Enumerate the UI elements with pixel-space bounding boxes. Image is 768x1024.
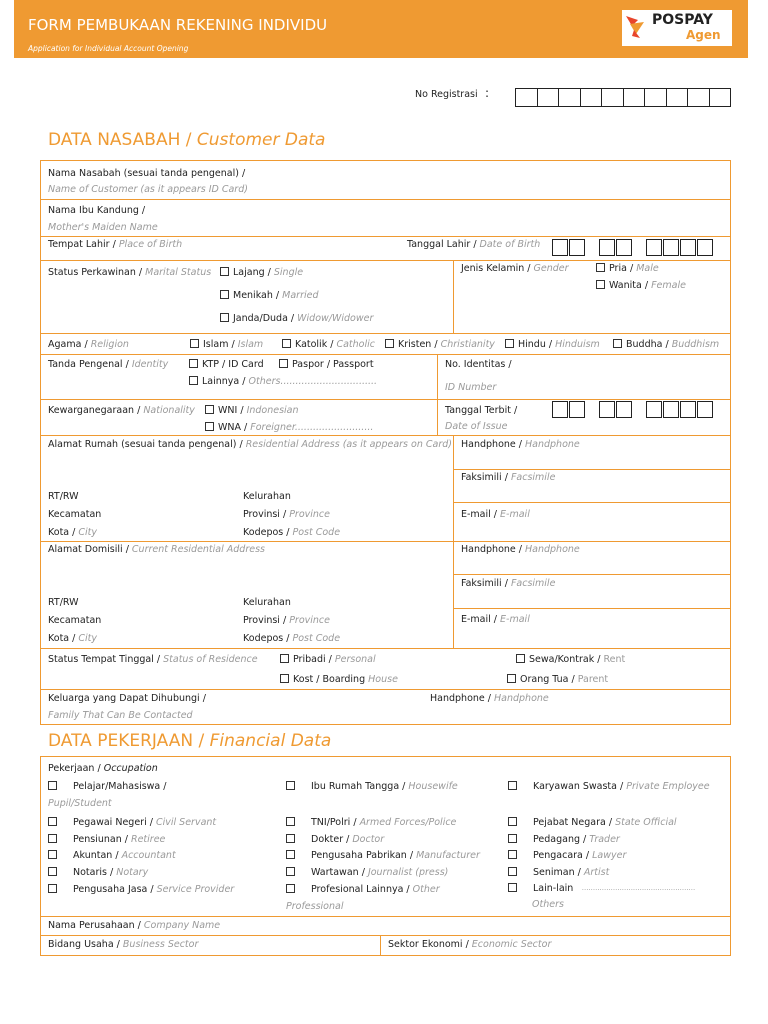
marital-label (48, 267, 211, 278)
checkbox[interactable] (189, 359, 198, 368)
checkbox[interactable] (508, 817, 517, 826)
pospay-logo-icon (624, 14, 646, 40)
dom-provinsi-label: Provinsi / Province (243, 615, 331, 626)
dom-email-label: E-mail / E-mail (461, 614, 530, 625)
occupation-option-professional-en: Professional (286, 901, 344, 912)
occupation-option-service[interactable]: Pengusaha Jasa / Service Provider (48, 884, 234, 895)
idno-label-en: ID Number (445, 382, 497, 393)
checkbox[interactable] (286, 867, 295, 876)
nationality-option-wna[interactable]: WNA / Foreigner.......................... (205, 422, 373, 433)
mother-name-field[interactable] (200, 201, 720, 234)
occupation-option-housewife[interactable]: Ibu Rumah Tangga / Housewife (286, 781, 458, 792)
dob-digit-box[interactable] (616, 239, 632, 256)
dob-label-id: Tanggal Lahir / (407, 239, 477, 250)
gender-label (461, 263, 569, 274)
mother-label: Nama Ibu Kandung / (48, 205, 146, 216)
religion-option-hindu[interactable]: Hindu / Hinduism (505, 339, 600, 350)
occupation-option-others-en: Others (532, 899, 564, 910)
issue-date-digit-box[interactable] (646, 401, 662, 418)
issue-label: Tanggal Terbit / (445, 405, 518, 416)
checkbox[interactable] (220, 313, 229, 322)
identity-option-passport[interactable]: Paspor / Passport (279, 359, 374, 370)
nationality-option-wni[interactable]: WNI / Indonesian (205, 405, 299, 416)
name-label-en: Name of Customer (as it appears ID Card) (48, 184, 248, 195)
customer-title-en: Customer Data (196, 130, 326, 150)
checkbox[interactable] (613, 339, 622, 348)
checkbox[interactable] (279, 359, 288, 368)
gender-option-female[interactable]: Wanita / Female (596, 280, 686, 291)
form-title: FORM PEMBUKAAN REKENING INDIVIDU (28, 16, 328, 34)
domicile-label-en: Current Residential Address (131, 544, 265, 555)
dom-handphone-label: Handphone / Handphone (461, 544, 580, 555)
registration-label: No Registrasi (415, 89, 478, 100)
domicile-label-id: Alamat Domisili / (48, 544, 129, 555)
occupation-option-manufacturer[interactable]: Pengusaha Pabrikan / Manufacturer (286, 850, 480, 861)
religion-option-christian[interactable]: Kristen / Christianity (385, 339, 495, 350)
economic-sector-label: Sektor Ekonomi / Economic Sector (388, 939, 552, 950)
identity-option-ktp[interactable]: KTP / ID Card (189, 359, 264, 370)
customer-name-field[interactable] (300, 162, 720, 196)
home-kecamatan-label: Kecamatan (48, 509, 102, 520)
home-kodepos-label: Kodepos / Post Code (243, 527, 341, 538)
registration-digit-box[interactable] (644, 88, 667, 107)
issue-date-digit-box[interactable] (680, 401, 696, 418)
registration-colon: : (485, 86, 490, 100)
issue-date-digit-box[interactable] (552, 401, 568, 418)
pob-label-id: Tempat Lahir / (48, 239, 116, 250)
company-label: Nama Perusahaan / Company Name (48, 920, 221, 931)
dom-rtrw-label: RT/RW (48, 597, 79, 608)
checkbox[interactable] (286, 817, 295, 826)
identity-label-en: Identity (131, 359, 169, 370)
occupation-option-police[interactable]: TNI/Polri / Armed Forces/Police (286, 817, 456, 828)
mother-label-en: Mother's Maiden Name (48, 222, 158, 233)
job-section-title (48, 731, 331, 751)
occupation-option-accountant[interactable]: Akuntan / Accountant (48, 850, 176, 861)
identity-option-other[interactable]: Lainnya / Others................................ (189, 376, 377, 387)
company-name-field[interactable] (250, 918, 720, 934)
checkbox[interactable] (508, 834, 517, 843)
occupation-option-journalist[interactable]: Wartawan / Journalist (press) (286, 867, 448, 878)
home-handphone-label: Handphone / Handphone (461, 439, 580, 450)
customer-title-sep: / (185, 130, 192, 150)
checkbox[interactable] (505, 339, 514, 348)
occupation-option-trader[interactable]: Pedagang / Trader (508, 834, 620, 845)
occupation-option-professional[interactable]: Profesional Lainnya / Other (286, 884, 440, 895)
logo-sub: Agen (686, 28, 721, 42)
checkbox[interactable] (286, 884, 295, 893)
identity-label (48, 359, 168, 370)
pob-field[interactable] (200, 238, 400, 258)
marital-option-married[interactable]: Menikah / Married (220, 290, 319, 301)
residence-label (48, 654, 258, 665)
issue-date-digit-box[interactable] (697, 401, 713, 418)
registration-number-input[interactable] (515, 88, 730, 107)
occupation-option-retiree[interactable]: Pensiunan / Retiree (48, 834, 165, 845)
checkbox[interactable] (220, 267, 229, 276)
pob-label (48, 239, 182, 250)
occupation-option-artist[interactable]: Seniman / Artist (508, 867, 609, 878)
checkbox[interactable] (48, 817, 57, 826)
occupation-option-others[interactable]: Lain-lain (508, 883, 573, 894)
nationality-label (48, 405, 195, 416)
registration-digit-box[interactable] (666, 88, 689, 107)
job-title-sep: / (198, 731, 205, 751)
registration-digit-box[interactable] (623, 88, 646, 107)
family-label-en: Family That Can Be Contacted (48, 710, 193, 721)
occupation-others-line[interactable]: ................................................... (582, 884, 696, 892)
gender-label-id: Jenis Kelamin / (461, 263, 531, 274)
dob-digit-box[interactable] (599, 239, 615, 256)
issue-date-digit-box[interactable] (616, 401, 632, 418)
checkbox[interactable] (596, 280, 605, 289)
home-rtrw-label: RT/RW (48, 491, 79, 502)
registration-digit-box[interactable] (687, 88, 710, 107)
occupation-option-state-official[interactable]: Pejabat Negara / State Official (508, 817, 677, 828)
issue-date-input[interactable] (552, 401, 717, 419)
home-address-label-en: Residential Address (as it appears on Card) (245, 439, 452, 450)
occupation-label-id: Pekerjaan / (48, 763, 101, 774)
dom-kecamatan-label: Kecamatan (48, 615, 102, 626)
checkbox[interactable] (508, 781, 517, 790)
residence-option-boarding[interactable]: Kost / Boarding House (280, 674, 398, 685)
checkbox[interactable] (280, 674, 289, 683)
logo-text: POSPAY (652, 12, 713, 28)
issue-date-digit-box[interactable] (569, 401, 585, 418)
checkbox[interactable] (286, 834, 295, 843)
checkbox[interactable] (189, 376, 198, 385)
customer-title-id: DATA NASABAH (48, 130, 181, 150)
family-handphone-label: Handphone / Handphone (430, 693, 549, 704)
religion-label-en: Religion (90, 339, 129, 350)
residence-option-personal[interactable]: Pribadi / Personal (280, 654, 376, 665)
nationality-label-en: Nationality (143, 405, 195, 416)
checkbox[interactable] (205, 422, 214, 431)
pospay-logo (622, 10, 732, 46)
home-provinsi-label: Provinsi / Province (243, 509, 331, 520)
residence-option-parent[interactable]: Orang Tua / Parent (507, 674, 608, 685)
checkbox[interactable] (48, 834, 57, 843)
checkbox[interactable] (48, 884, 57, 893)
checkbox[interactable] (286, 781, 295, 790)
issue-date-digit-box[interactable] (599, 401, 615, 418)
checkbox[interactable] (48, 781, 57, 790)
idno-label: No. Identitas / (445, 359, 512, 370)
home-address-label (48, 439, 452, 450)
occupation-option-civil-servant[interactable]: Pegawai Negeri / Civil Servant (48, 817, 216, 828)
registration-digit-box[interactable] (580, 88, 603, 107)
residence-label-id: Status Tempat Tinggal / (48, 654, 161, 665)
registration-digit-box[interactable] (515, 88, 538, 107)
dob-label-en: Date of Birth (479, 239, 541, 250)
home-address-field[interactable] (48, 452, 448, 488)
checkbox[interactable] (516, 654, 525, 663)
identity-label-id: Tanda Pengenal / (48, 359, 129, 370)
dob-digit-box[interactable] (697, 239, 713, 256)
name-label: Nama Nasabah (sesuai tanda pengenal) / (48, 168, 246, 179)
pob-label-en: Place of Birth (118, 239, 183, 250)
home-kota-label: Kota / City (48, 527, 97, 538)
marital-option-widow[interactable]: Janda/Duda / Widow/Widower (220, 313, 373, 324)
registration-digit-box[interactable] (601, 88, 624, 107)
checkbox[interactable] (596, 263, 605, 272)
dom-kelurahan-label: Kelurahan (243, 597, 291, 608)
job-title-id: DATA PEKERJAAN (48, 731, 194, 751)
dob-input[interactable] (552, 239, 717, 257)
occupation-option-doctor[interactable]: Dokter / Doctor (286, 834, 384, 845)
checkbox[interactable] (48, 867, 57, 876)
occupation-option-private-employee[interactable]: Karyawan Swasta / Private Employee (508, 781, 710, 792)
checkbox[interactable] (507, 674, 516, 683)
checkbox[interactable] (205, 405, 214, 414)
domicile-label (48, 544, 265, 555)
registration-digit-box[interactable] (558, 88, 581, 107)
checkbox[interactable] (508, 867, 517, 876)
checkbox[interactable] (220, 290, 229, 299)
gender-option-male[interactable]: Pria / Male (596, 263, 659, 274)
registration-digit-box[interactable] (709, 88, 732, 107)
occupation-option-student-en: Pupil/Student (48, 798, 112, 809)
registration-digit-box[interactable] (537, 88, 560, 107)
checkbox[interactable] (385, 339, 394, 348)
marital-label-en: Marital Status (145, 267, 212, 278)
marital-label-id: Status Perkawinan / (48, 267, 143, 278)
job-title-en: Financial Data (209, 731, 332, 751)
occupation-label-en: Occupation (103, 763, 158, 774)
home-email-label: E-mail / E-mail (461, 509, 530, 520)
issue-label-en: Date of Issue (445, 421, 508, 432)
residence-option-rent[interactable]: Sewa/Kontrak / Rent (516, 654, 625, 665)
religion-option-islam[interactable]: Islam / Islam (190, 339, 263, 350)
checkbox[interactable] (48, 850, 57, 859)
checkbox[interactable] (190, 339, 199, 348)
checkbox[interactable] (280, 654, 289, 663)
religion-label-id: Agama / (48, 339, 88, 350)
home-fax-label: Faksimili / Facsimile (461, 472, 556, 483)
dob-digit-box[interactable] (569, 239, 585, 256)
dob-digit-box[interactable] (663, 239, 679, 256)
religion-option-buddha[interactable]: Buddha / Buddhism (613, 339, 719, 350)
dom-kodepos-label: Kodepos / Post Code (243, 633, 341, 644)
dom-fax-label: Faksimili / Facsimile (461, 578, 556, 589)
occupation-option-lawyer[interactable]: Pengacara / Lawyer (508, 850, 626, 861)
home-address-label-id: Alamat Rumah (sesuai tanda pengenal) / (48, 439, 243, 450)
domicile-address-field[interactable] (48, 557, 448, 593)
checkbox[interactable] (508, 850, 517, 859)
id-number-field[interactable] (520, 360, 720, 394)
gender-label-en: Gender (533, 263, 569, 274)
occupation-option-notary[interactable]: Notaris / Notary (48, 867, 148, 878)
home-kelurahan-label: Kelurahan (243, 491, 291, 502)
dob-digit-box[interactable] (680, 239, 696, 256)
checkbox[interactable] (286, 850, 295, 859)
occupation-label (48, 763, 158, 774)
checkbox[interactable] (508, 883, 517, 892)
marital-option-single[interactable]: Lajang / Single (220, 267, 303, 278)
dob-digit-box[interactable] (646, 239, 662, 256)
business-field-label: Bidang Usaha / Business Sector (48, 939, 199, 950)
checkbox[interactable] (282, 339, 291, 348)
dob-digit-box[interactable] (552, 239, 568, 256)
family-label: Keluarga yang Dapat Dihubungi / (48, 693, 206, 704)
occupation-option-student[interactable]: Pelajar/Mahasiswa / (48, 781, 166, 792)
dom-kota-label: Kota / City (48, 633, 97, 644)
dob-label (407, 239, 540, 250)
form-subtitle: Application for Individual Account Opening (28, 44, 189, 53)
religion-option-catholic[interactable]: Katolik / Catholic (282, 339, 375, 350)
issue-date-digit-box[interactable] (663, 401, 679, 418)
religion-label (48, 339, 129, 350)
residence-label-en: Status of Residence (163, 654, 258, 665)
nationality-label-id: Kewarganegaraan / (48, 405, 141, 416)
customer-section-title (48, 130, 325, 150)
